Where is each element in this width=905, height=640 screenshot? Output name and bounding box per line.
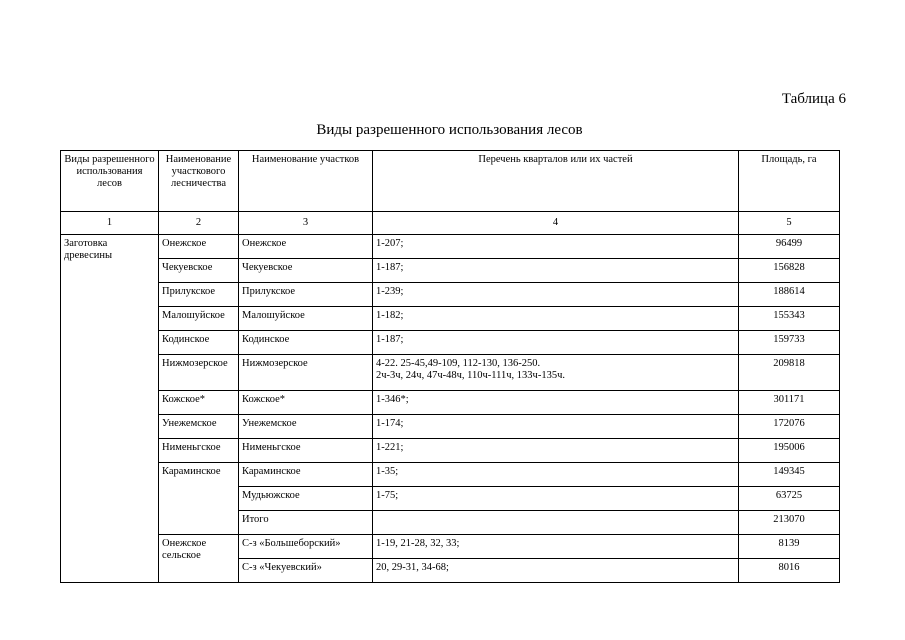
area-cell: 149345 bbox=[739, 463, 840, 487]
forestry-cell: Караминское bbox=[159, 463, 239, 535]
quarters-cell: 1-187; bbox=[373, 259, 739, 283]
quarters-cell bbox=[373, 355, 739, 391]
header-quarters: Перечень кварталов или их частей bbox=[373, 151, 739, 212]
plot-cell: Онежское bbox=[239, 235, 373, 259]
area-cell: 172076 bbox=[739, 415, 840, 439]
quarters-line: 4-22. 25-45,49-109, 112-130, 136-250. bbox=[376, 358, 541, 369]
forestry-cell: Кодинское bbox=[159, 331, 239, 355]
forestry-cell: Малошуйское bbox=[159, 307, 239, 331]
forestry-cell: Прилукское bbox=[159, 283, 239, 307]
plot-cell: Мудьюжское bbox=[239, 487, 373, 511]
column-number: 1 bbox=[61, 212, 159, 235]
area-cell: 8016 bbox=[739, 559, 840, 583]
quarters-line: 2ч-3ч, 24ч, 47ч-48ч, 110ч-111ч, 133ч-135ч. bbox=[376, 370, 565, 381]
table-title: Виды разрешенного использования лесов bbox=[316, 122, 583, 138]
forestry-cell: Нижмозерское bbox=[159, 355, 239, 391]
plot-cell: Итого bbox=[239, 511, 373, 535]
plot-cell: Нименьгское bbox=[239, 439, 373, 463]
forestry-cell: Онежское сельское bbox=[159, 535, 239, 583]
header-use-type: Виды разрешенного использования лесов bbox=[61, 151, 159, 212]
quarters-cell: 1-19, 21-28, 32, 33; bbox=[373, 535, 739, 559]
table-row bbox=[61, 535, 840, 559]
quarters-cell: 1-239; bbox=[373, 283, 739, 307]
table-row bbox=[61, 331, 840, 355]
forestry-cell: Нименьгское bbox=[159, 439, 239, 463]
table-row bbox=[61, 355, 840, 391]
quarters-cell: 1-182; bbox=[373, 307, 739, 331]
plot-cell: Чекуевское bbox=[239, 259, 373, 283]
plot-cell: Кодинское bbox=[239, 331, 373, 355]
area-cell: 63725 bbox=[739, 487, 840, 511]
area-cell: 8139 bbox=[739, 535, 840, 559]
header-row bbox=[61, 151, 840, 212]
plot-cell: Кожское* bbox=[239, 391, 373, 415]
area-cell: 213070 bbox=[739, 511, 840, 535]
area-cell: 156828 bbox=[739, 259, 840, 283]
table-row bbox=[61, 463, 840, 487]
table-row bbox=[61, 439, 840, 463]
use-type-cell: Заготовка древесины bbox=[61, 235, 159, 583]
forestry-cell: Унежемское bbox=[159, 415, 239, 439]
plot-cell: Прилукское bbox=[239, 283, 373, 307]
plot-cell: Нижмозерское bbox=[239, 355, 373, 391]
quarters-cell bbox=[373, 511, 739, 535]
quarters-cell: 1-207; bbox=[373, 235, 739, 259]
table-row bbox=[61, 283, 840, 307]
plot-cell: С-з «Чекуевский» bbox=[239, 559, 373, 583]
area-cell: 195006 bbox=[739, 439, 840, 463]
plot-cell: Караминское bbox=[239, 463, 373, 487]
forest-use-table bbox=[60, 150, 840, 583]
table-row bbox=[61, 307, 840, 331]
column-number: 2 bbox=[159, 212, 239, 235]
column-number: 4 bbox=[373, 212, 739, 235]
area-cell: 155343 bbox=[739, 307, 840, 331]
area-cell: 159733 bbox=[739, 331, 840, 355]
quarters-cell: 1-174; bbox=[373, 415, 739, 439]
plot-cell: Унежемское bbox=[239, 415, 373, 439]
quarters-cell: 1-75; bbox=[373, 487, 739, 511]
forestry-cell: Чекуевское bbox=[159, 259, 239, 283]
quarters-cell: 1-221; bbox=[373, 439, 739, 463]
table-number: Таблица 6 bbox=[781, 91, 846, 107]
forestry-cell: Кожское* bbox=[159, 391, 239, 415]
header-plot: Наименование участков bbox=[239, 151, 373, 212]
column-number: 3 bbox=[239, 212, 373, 235]
header-forestry: Наименование участкового лесничества bbox=[159, 151, 239, 212]
forestry-cell: Онежское bbox=[159, 235, 239, 259]
quarters-cell: 1-346*; bbox=[373, 391, 739, 415]
plot-cell: Малошуйское bbox=[239, 307, 373, 331]
quarters-cell: 20, 29-31, 34-68; bbox=[373, 559, 739, 583]
quarters-cell: 1-35; bbox=[373, 463, 739, 487]
area-cell: 96499 bbox=[739, 235, 840, 259]
table-row bbox=[61, 415, 840, 439]
header-area: Площадь, га bbox=[739, 151, 840, 212]
area-cell: 301171 bbox=[739, 391, 840, 415]
table-row bbox=[61, 259, 840, 283]
quarters-cell: 1-187; bbox=[373, 331, 739, 355]
table-row bbox=[61, 235, 840, 259]
area-cell: 188614 bbox=[739, 283, 840, 307]
plot-cell: С-з «Большеборский» bbox=[239, 535, 373, 559]
area-cell: 209818 bbox=[739, 355, 840, 391]
table-row bbox=[61, 391, 840, 415]
column-number: 5 bbox=[739, 212, 840, 235]
column-number-row bbox=[61, 212, 840, 235]
